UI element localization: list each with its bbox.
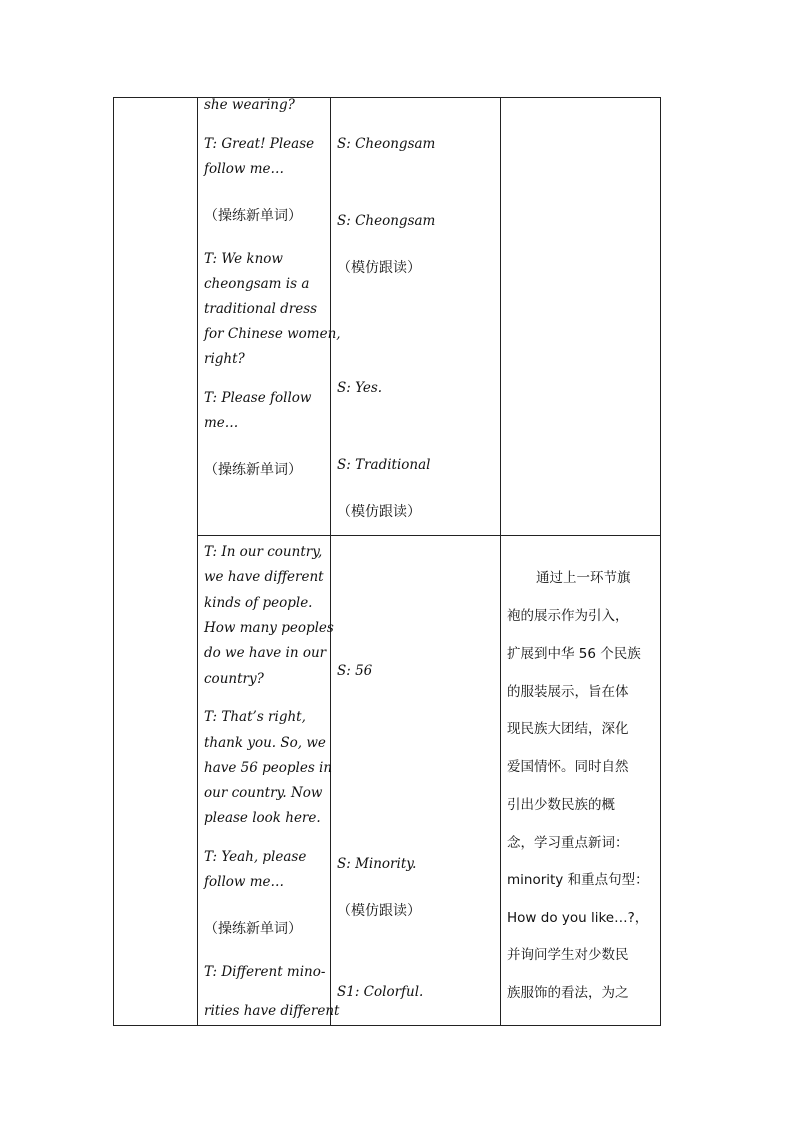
purpose-line: 通过上一环节旗 [536,570,631,586]
purpose-line: 现民族大团结，深化 [507,721,629,737]
purpose-line: 的服装展示，旨在体 [507,684,629,700]
purpose-line: 族服饰的看法，为之 [507,985,629,1001]
teacher-line: our country. Now [204,785,323,801]
purpose-line: How do you like…?， [507,910,649,926]
student-imitate-note: （模仿跟读） [337,504,421,520]
purpose-line: minority 和重点句型： [507,872,649,888]
teacher-line: follow me… [204,161,285,177]
teacher-practice-note: （操练新单词） [204,208,302,224]
student-imitate-note: （模仿跟读） [337,260,421,276]
teacher-line: T: Great! Please [204,136,315,152]
col-border-1 [197,97,198,1026]
col-border-3 [500,97,501,1026]
teacher-practice-note: （操练新单词） [204,921,302,937]
teacher-line: country? [204,671,264,687]
teacher-line: kinds of people. [204,595,313,611]
teacher-line: do we have in our [204,645,327,661]
teacher-line: have 56 peoples in [204,760,333,776]
teacher-line: for Chinese women, [204,326,341,342]
student-imitate-note: （模仿跟读） [337,903,421,919]
purpose-line: 引出少数民族的概 [507,797,615,813]
table-top-border [113,97,661,98]
teacher-line: T: Different mino- [204,964,326,980]
teacher-line: T: That’s right, [204,709,306,725]
purpose-line: 并询问学生对少数民 [507,947,629,963]
teacher-practice-note: （操练新单词） [204,462,302,478]
student-line: S: Traditional [337,457,431,473]
teacher-line: we have different [204,569,324,585]
teacher-line: T: Yeah, please [204,849,307,865]
teacher-line: she wearing? [204,97,295,113]
col-border-2 [330,97,331,1026]
table-bottom-border [113,1025,661,1026]
purpose-line: 念，学习重点新词： [507,835,629,851]
teacher-line: follow me… [204,874,285,890]
teacher-line: please look here. [204,810,321,826]
teacher-line: How many peoples [204,620,334,636]
teacher-line: T: In our country, [204,544,323,560]
purpose-line: 爱国情怀。同时自然 [507,759,629,775]
student-line: S: Minority. [337,856,417,872]
student-line: S: Yes. [337,380,383,396]
teacher-line: T: Please follow [204,390,312,406]
student-line: S: 56 [337,663,373,679]
student-line: S: Cheongsam [337,136,436,152]
teacher-line: cheongsam is a [204,276,310,292]
teacher-line: right? [204,351,245,367]
teacher-line: thank you. So, we [204,735,326,751]
teacher-line: T: We know [204,251,283,267]
col-border-left [113,97,114,1026]
purpose-line: 袍的展示作为引入， [507,608,629,624]
row-divider [197,535,661,536]
teacher-line: me… [204,415,239,431]
student-line: S: Cheongsam [337,213,436,229]
teacher-line: traditional dress [204,301,318,317]
teacher-line: rities have different [204,1003,340,1019]
student-line: S1: Colorful. [337,984,424,1000]
purpose-line: 扩展到中华 56 个民族 [507,646,641,662]
col-border-right [660,97,661,1026]
